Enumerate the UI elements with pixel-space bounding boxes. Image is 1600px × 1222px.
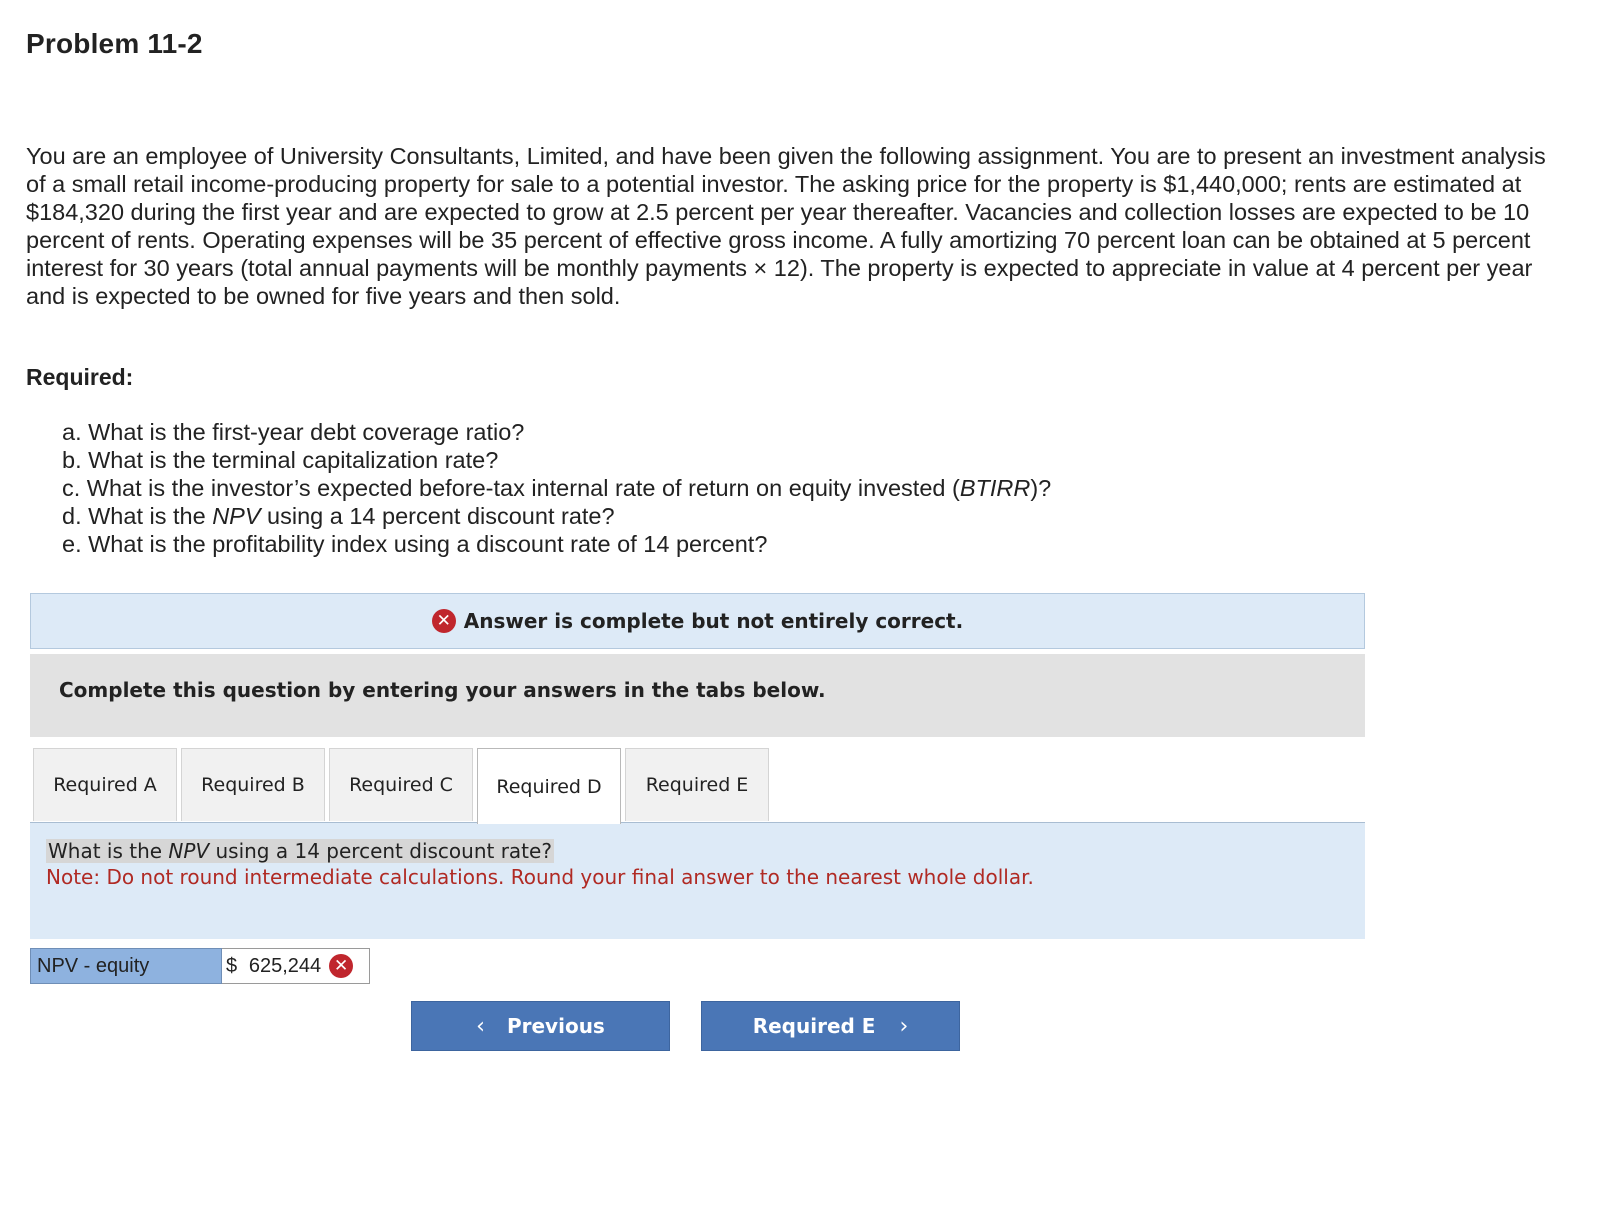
chevron-left-icon: ‹: [476, 1013, 485, 1039]
feedback-banner: [30, 593, 1365, 649]
tab-panel: [30, 822, 1365, 939]
problem-description: You are an employee of University Consultants, Limited, and have been given the following assignment. You are to present an investment analysis of a small retail income-producing property for sale to a potential investor. The asking price for the property is $1,440,000; rents are estimated at $184,320 during the first year and are expected to grow at 2.5 percent per year thereafter. Vacancies and collection losses are expected to be 10 percent of rents. Operating expenses will be 35 percent of effective gross income. A fully amortizing 70 percent loan can be obtained at 5 percent interest for 30 years (total annual payments will be monthly payments × 12). The property is expected to appreciate in value at 4 percent per year and is expected to be owned for five years and then sold.: [26, 143, 1546, 309]
instructions-box: [30, 654, 1365, 737]
chevron-right-icon: ›: [899, 1013, 909, 1039]
required-item-d-text: d. What is the: [62, 503, 213, 529]
panel-question-term: NPV: [168, 839, 210, 863]
required-item-c: [62, 474, 1051, 502]
currency-symbol: $: [226, 954, 238, 977]
tab-required-c[interactable]: Required C: [329, 748, 473, 821]
required-item-e-text: e. What is the profitability index using a discount rate of 14 percent?: [62, 531, 768, 557]
incorrect-icon: ✕: [329, 954, 353, 978]
tab-required-a[interactable]: Required A: [33, 748, 177, 821]
answer-value[interactable]: 625,244: [248, 954, 322, 977]
required-item-c-text: c. What is the investor’s expected before-tax internal rate of return on equity invested (: [62, 475, 960, 501]
tab-required-b[interactable]: Required B: [181, 748, 325, 821]
required-item-d-suffix: using a 14 percent discount rate?: [260, 503, 615, 529]
answer-row: [30, 948, 370, 984]
required-list: [62, 418, 1051, 558]
previous-button-label: Previous: [506, 1014, 605, 1038]
required-item-a: [62, 418, 1051, 446]
tab-required-d[interactable]: Required D: [477, 748, 621, 824]
panel-question-text: What is the: [48, 839, 169, 863]
required-item-a-text: a. What is the first-year debt coverage ratio?: [62, 419, 525, 445]
required-item-d-term: NPV: [212, 503, 261, 529]
problem-title: Problem 11-2: [26, 28, 203, 59]
panel-question-suffix: using a 14 percent discount rate?: [209, 839, 552, 863]
next-button-label: Required E: [752, 1014, 876, 1038]
required-item-e: [62, 530, 1051, 558]
npv-equity-input[interactable]: [222, 948, 370, 984]
previous-button[interactable]: [411, 1001, 670, 1051]
panel-question: [46, 839, 554, 863]
answer-label: NPV - equity: [30, 948, 222, 984]
instructions-text: Complete this question by entering your answers in the tabs below.: [59, 678, 826, 702]
required-heading: Required:: [26, 364, 134, 390]
required-item-d: [62, 502, 1051, 530]
required-item-c-suffix: )?: [1030, 475, 1052, 501]
next-button[interactable]: [701, 1001, 960, 1051]
feedback-message: Answer is complete but not entirely correct.: [463, 609, 964, 633]
x-circle-icon: ✕: [432, 609, 456, 633]
panel-note: Note: Do not round intermediate calculations. Round your final answer to the nearest whole dollar.: [46, 865, 1034, 889]
required-item-b-text: b. What is the terminal capitalization rate?: [62, 447, 499, 473]
required-item-c-term: BTIRR: [959, 475, 1031, 501]
required-item-b: [62, 446, 1051, 474]
tab-required-e[interactable]: Required E: [625, 748, 769, 821]
